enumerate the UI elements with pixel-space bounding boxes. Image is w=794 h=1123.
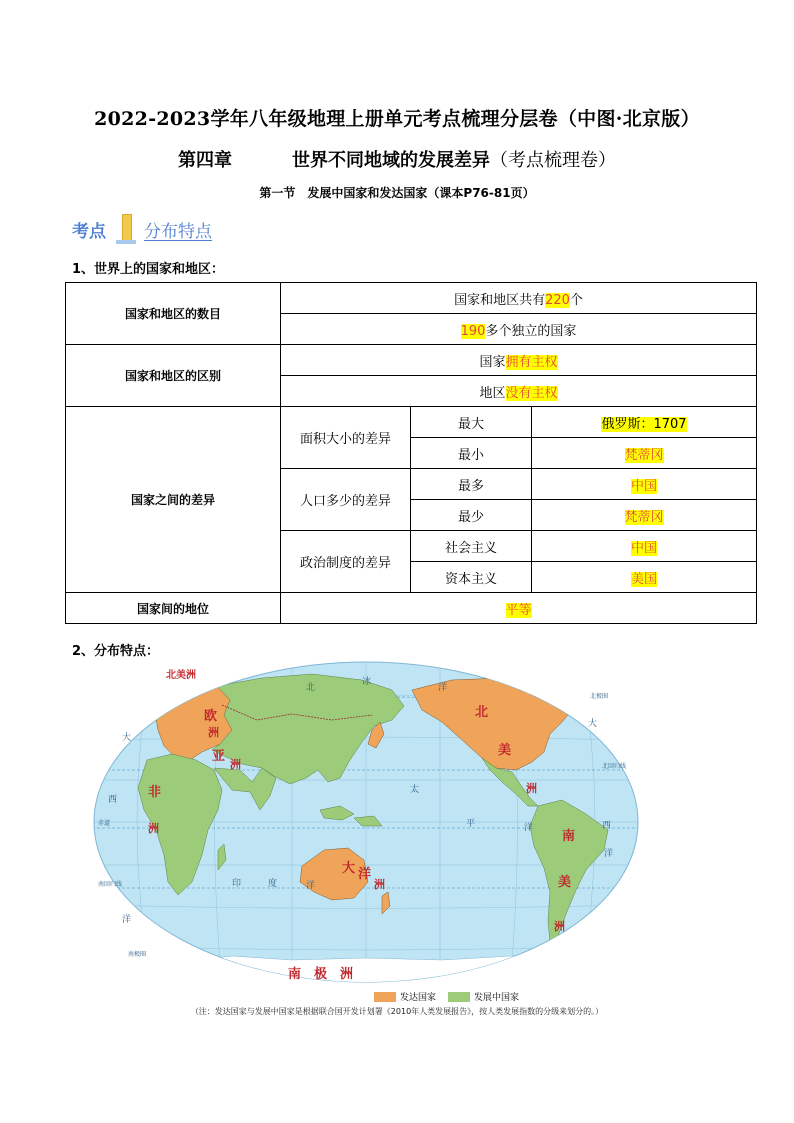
map-label-oceania-3: 洲 — [374, 878, 385, 891]
map-label-atl-w-3: 洋 — [122, 915, 132, 925]
map-label-africa-1: 非 — [148, 785, 162, 800]
section2-heading: 2、分布特点： — [72, 644, 160, 659]
chapter-title: 世界不同地域的发展差异 — [292, 150, 490, 171]
pol-label: 政治制度的差异 — [281, 531, 411, 593]
map-label-atl-w-1: 大 — [122, 733, 132, 743]
pop-max-cell — [532, 469, 757, 500]
map-note: （注：发达国家与发展中国家是根据联合国开发计划署《2010年人类发展报告》，按人类发展指数的分级来划分的。） — [190, 1007, 604, 1016]
countries-table — [65, 282, 757, 624]
status-cell — [281, 593, 757, 624]
area-min-value: 梵蒂冈 — [624, 447, 664, 463]
antarctica — [152, 956, 582, 985]
diff-row1: 国家拥有主权 — [281, 345, 757, 376]
pop-label: 人口多少的差异 — [281, 469, 411, 531]
map-legend — [374, 990, 531, 1003]
pol-cap-value: 美国 — [631, 571, 658, 587]
map-label-arctic-1: 北 — [306, 683, 316, 693]
badge-name: 分布特点 — [144, 221, 212, 242]
map-label-indian-2: 度 — [268, 879, 278, 889]
pol-soc-cell — [532, 531, 757, 562]
area-max-value: 俄罗斯：1707 — [601, 416, 687, 432]
legend-label-developing: 发展中国家 — [474, 993, 520, 1003]
count-label: 国家和地区的数目 — [66, 283, 281, 345]
count-row1: 国家和地区共有220个 — [281, 283, 757, 314]
map-label-europe-1: 欧 — [204, 709, 218, 724]
map-label-asia-2: 洲 — [230, 758, 241, 771]
map-label-tropic-n: 北回归线 — [602, 763, 627, 770]
status-label: 国家间的地位 — [66, 593, 281, 624]
diff-row2: 地区没有主权 — [281, 376, 757, 407]
pop-max-value: 中国 — [631, 478, 658, 494]
map-label-arctic-circle: 北极圈 — [590, 693, 609, 700]
map-label-pacific-2: 平 — [466, 819, 476, 829]
area-min-label: 最小 — [411, 438, 532, 469]
legend-label-developed: 发达国家 — [400, 993, 437, 1003]
pol-soc-value: 中国 — [631, 540, 658, 556]
pol-cap-label: 资本主义 — [411, 562, 532, 593]
pop-min-value: 梵蒂冈 — [624, 509, 664, 525]
area-min-cell — [532, 438, 757, 469]
map-label-pacific-1: 太 — [410, 785, 420, 795]
map-label-asia-1: 亚 — [212, 749, 226, 764]
map-label-arctic-3: 洋 — [438, 683, 448, 693]
map-label-na-top: 北美洲 — [166, 670, 196, 681]
map-label-indian-3: 洋 — [306, 881, 316, 891]
chapter-heading — [0, 146, 794, 172]
map-label-pacific-3: 洋 — [524, 823, 534, 833]
section-heading: 第一节 发展中国家和发达国家（课本P76-81页） — [259, 186, 535, 200]
pol-soc-label: 社会主义 — [411, 531, 532, 562]
map-label-na-2: 美 — [498, 743, 512, 758]
map-label-indian-1: 印 — [232, 879, 242, 889]
diff-label: 国家和地区的区别 — [66, 345, 281, 407]
status-value: 平等 — [505, 602, 532, 618]
pop-min-cell — [532, 500, 757, 531]
map-label-oceania-1: 大 — [342, 861, 356, 876]
map-label-atl-w-2: 西 — [108, 795, 118, 805]
document-title: 2022-2023学年八年级地理上册单元考点梳理分层卷（中图·北京版） — [94, 108, 700, 130]
map-label-sa-3: 洲 — [554, 920, 565, 933]
badge-prefix: 考点 — [72, 221, 106, 242]
map-label-atl-e-1: 大 — [588, 719, 598, 729]
map-label-oceania-2: 洋 — [358, 867, 372, 882]
legend-swatch-developing — [448, 992, 470, 1002]
pol-cap-cell — [532, 562, 757, 593]
map-label-europe-2: 洲 — [208, 726, 219, 739]
map-label-antarctica: 南 极 洲 — [288, 967, 354, 982]
between-label: 国家之间的差异 — [66, 407, 281, 593]
legend-swatch-developed — [374, 992, 396, 1002]
chapter-number: 第四章 — [178, 150, 232, 171]
area-max-cell — [532, 407, 757, 438]
chapter-subtitle: （考点梳理卷） — [490, 150, 616, 171]
map-label-atl-e-3: 洋 — [604, 849, 614, 859]
map-label-africa-2: 洲 — [148, 822, 159, 835]
key-point-badge — [72, 212, 212, 246]
pop-min-label: 最少 — [411, 500, 532, 531]
map-label-arctic-2: 冰 — [362, 677, 372, 687]
number-one-icon — [116, 214, 136, 244]
map-label-equator: 赤道 — [98, 820, 111, 827]
map-label-sa-1: 南 — [562, 829, 576, 844]
pop-max-label: 最多 — [411, 469, 532, 500]
map-label-antarctic-circle: 南极圈 — [128, 951, 147, 958]
world-map — [92, 660, 640, 985]
section1-heading: 1、世界上的国家和地区： — [72, 262, 225, 277]
map-label-atl-e-2: 西 — [602, 821, 612, 831]
map-label-tropic-s: 南回归线 — [98, 881, 123, 888]
count-row2: 190多个独立的国家 — [281, 314, 757, 345]
area-max-label: 最大 — [411, 407, 532, 438]
map-label-na-1: 北 — [475, 705, 489, 720]
area-label: 面积大小的差异 — [281, 407, 411, 469]
map-label-na-3: 洲 — [526, 782, 537, 795]
map-label-sa-2: 美 — [558, 875, 572, 890]
